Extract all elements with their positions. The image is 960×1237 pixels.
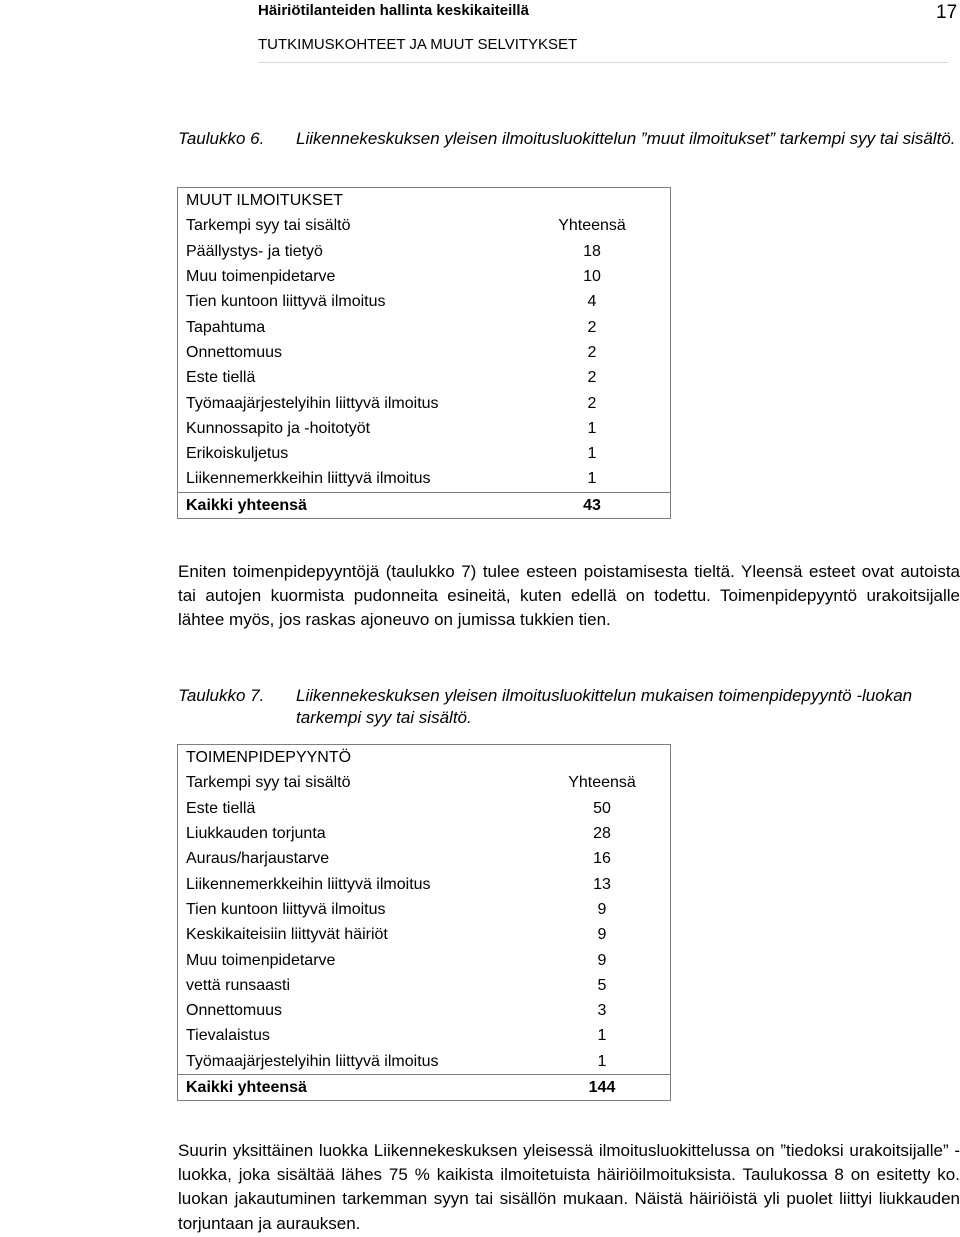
row-label: Keskikaiteisiin liittyvät häiriöt (186, 926, 388, 944)
table-row (178, 947, 671, 972)
row-label: Liikennemerkkeihin liittyvä ilmoitus (186, 875, 431, 893)
column-header-total: Yhteensä (558, 217, 626, 235)
row-label: Muu toimenpidetarve (186, 951, 336, 969)
table-header-row (178, 213, 671, 238)
body-paragraph: Eniten toimenpidepyyntöjä (taulukko 7) tulee esteen poistamisesta tieltä. Yleensä esteet ovat autoista tai autojen kuormista pudonneita esineitä, kuten edellä on todettu. Toimenpidepyyntö urakoitsijalle lähtee myös, jos raskas ajoneuvo on jumissa tukkien tien. (178, 562, 960, 630)
table7-caption (178, 685, 958, 729)
table-row (178, 390, 671, 415)
page-number: 17 (936, 2, 958, 23)
column-header-cause: Tarkempi syy tai sisältö (186, 217, 351, 235)
section-title: TUTKIMUSKOHTEET JA MUUT SELVITYKSET (258, 36, 578, 53)
table-heading: MUUT ILMOITUKSET (186, 192, 344, 210)
row-label: vettä runsaasti (186, 976, 291, 994)
row-label: Työmaajärjestelyihin liittyvä ilmoitus (186, 394, 439, 412)
row-value: 1 (587, 470, 597, 488)
table6-caption-number: Taulukko 6. (178, 129, 265, 148)
table-row (178, 416, 671, 441)
row-value: 1 (587, 445, 597, 463)
row-value: 50 (593, 799, 611, 817)
table6-caption-text: Liikennekeskuksen yleisen ilmoitusluokittelun ”muut ilmoitukset” tarkempi syy tai sisältö. (296, 129, 956, 148)
row-value: 28 (593, 825, 611, 843)
row-value: 2 (587, 343, 597, 361)
table-row (178, 1023, 671, 1048)
row-label: Tien kuntoon liittyvä ilmoitus (186, 900, 386, 918)
table-row (178, 314, 671, 339)
column-header-total: Yhteensä (568, 774, 636, 792)
row-value: 4 (587, 293, 597, 311)
table-row (178, 897, 671, 922)
table-row (178, 1049, 671, 1075)
table-row (178, 264, 671, 289)
table-heading: TOIMENPIDEPYYNTÖ (186, 749, 352, 767)
table-row (178, 239, 671, 264)
document-title: Häiriötilanteiden hallinta keskikaiteillä (258, 2, 529, 19)
table-row (178, 441, 671, 466)
total-label: Kaikki yhteensä (186, 496, 307, 514)
header-rule (258, 62, 948, 63)
row-label: Liikennemerkkeihin liittyvä ilmoitus (186, 470, 431, 488)
row-label: Muu toimenpidetarve (186, 268, 336, 286)
row-label: Este tiellä (186, 799, 256, 817)
row-value: 2 (587, 369, 597, 387)
row-label: Tapahtuma (186, 318, 266, 336)
total-label: Kaikki yhteensä (186, 1079, 307, 1096)
table-row (178, 973, 671, 998)
row-label: Este tiellä (186, 369, 256, 387)
total-value: 43 (583, 496, 601, 514)
row-label: Erikoiskuljetus (186, 445, 289, 463)
row-label: Kunnossapito ja -hoitotyöt (186, 419, 371, 437)
table-row (178, 796, 671, 821)
row-value: 13 (593, 875, 611, 893)
table-row (178, 922, 671, 947)
row-value: 10 (583, 268, 601, 286)
total-value: 144 (588, 1079, 616, 1096)
row-label: Auraus/harjaustarve (186, 850, 330, 868)
table6 (177, 187, 671, 519)
table-row (178, 289, 671, 314)
row-label: Onnettomuus (186, 1002, 283, 1020)
table6-caption (178, 128, 958, 150)
row-value: 1 (587, 419, 597, 437)
row-value: 9 (597, 926, 607, 944)
row-value: 5 (597, 976, 607, 994)
row-value: 2 (587, 318, 597, 336)
row-value: 9 (597, 951, 607, 969)
total-row (178, 1074, 671, 1100)
table7-caption-number: Taulukko 7. (178, 686, 265, 705)
total-row (178, 492, 671, 518)
row-value: 16 (593, 850, 611, 868)
row-value: 3 (597, 1002, 607, 1020)
table-heading-row (178, 188, 671, 214)
table-row (178, 365, 671, 390)
row-label: Päällystys- ja tietyö (186, 242, 323, 260)
table7-caption-text: Liikennekeskuksen yleisen ilmoitusluokittelun mukaisen toimenpidepyyntö -luokan tarkempi syy tai sisältö. (296, 686, 913, 727)
row-value: 1 (597, 1027, 607, 1045)
table-row (178, 466, 671, 492)
column-header-cause: Tarkempi syy tai sisältö (186, 774, 351, 792)
table-row (178, 821, 671, 846)
row-value: 18 (583, 242, 601, 260)
table-row (178, 871, 671, 896)
row-label: Työmaajärjestelyihin liittyvä ilmoitus (186, 1052, 439, 1070)
row-value: 9 (597, 900, 607, 918)
row-value: 1 (597, 1052, 607, 1070)
row-label: Tien kuntoon liittyvä ilmoitus (186, 293, 386, 311)
table-row (178, 998, 671, 1023)
table-row (178, 340, 671, 365)
row-label: Tievalaistus (186, 1027, 270, 1045)
table7 (177, 744, 671, 1101)
row-label: Liukkauden torjunta (186, 825, 326, 843)
table-header-row (178, 770, 671, 795)
row-label: Onnettomuus (186, 343, 283, 361)
body-paragraph: Suurin yksittäinen luokka Liikennekeskuksen yleisessä ilmoitusluokittelussa on ”tiedoksi urakoitsijalle” -luokka, joka sisältää lähes 75 % kaikista ilmoitetuista häiriöilmoituksista. Taulukossa 8 on esitetty ko. luokan jakautuminen tarkemman syyn tai sisällön mukaan. Näistä häiriöistä yli puolet liittyi liukkauden torjuntaan ja aurauksen. (178, 1141, 960, 1233)
table-row (178, 846, 671, 871)
row-value: 2 (587, 394, 597, 412)
table-heading-row (178, 745, 671, 771)
